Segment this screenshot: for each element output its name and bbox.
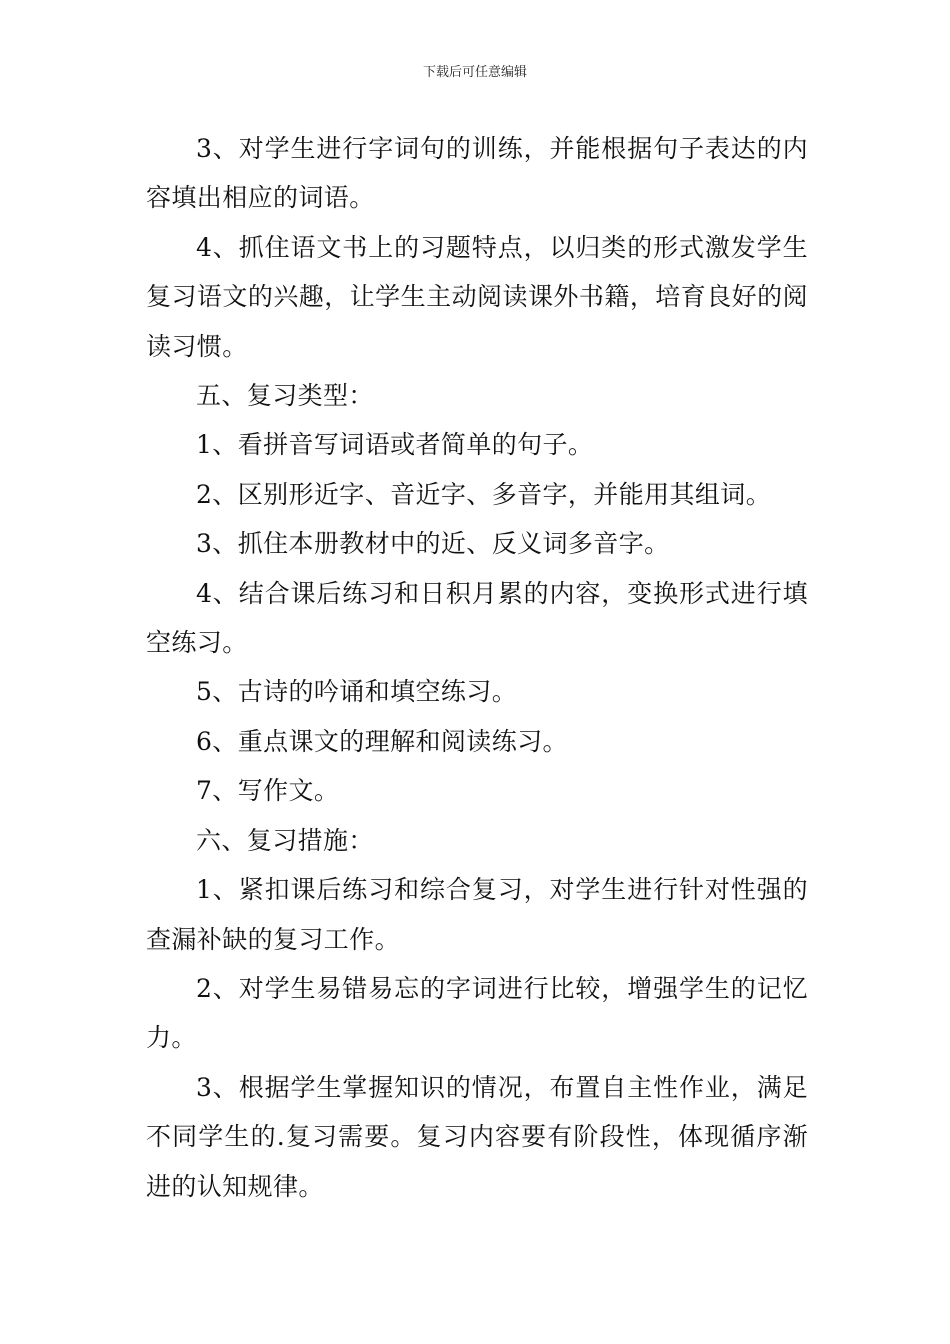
document-body [146, 124, 808, 1211]
paragraph-review-measure-2: 2、对学生易错易忘的字词进行比较，增强学生的记忆力。 [146, 973, 808, 1053]
paragraph-review-type-7: 7、写作文。 [196, 776, 340, 806]
page-header-note: 下载后可任意编辑 [422, 65, 527, 80]
paragraph-review-goal-3: 3、对学生进行字词句的训练，并能根据句子表达的内容填出相应的词语。 [146, 134, 808, 213]
paragraph-review-goal-4: 4、抓住语文书上的习题特点，以归类的形式激发学生复习语文的兴趣，让学生主动阅读课外书籍，培育良好的阅读习惯。 [146, 232, 808, 361]
paragraph-review-measure-3: 3、根据学生掌握知识的情况，布置自主性作业，满足不同学生的.复习需要。复习内容要有阶段性，体现循序渐进的认知规律。 [146, 1072, 808, 1201]
paragraph-review-type-2: 2、区别形近字、音近字、多音字，并能用其组词。 [196, 479, 772, 509]
section-heading-review-measures: 六、复习措施： [196, 825, 374, 855]
paragraph-review-measure-1: 1、紧扣课后练习和综合复习，对学生进行针对性强的查漏补缺的复习工作。 [146, 875, 808, 954]
paragraph-review-type-6: 6、重点课文的理解和阅读练习。 [196, 726, 568, 756]
paragraph-review-type-3: 3、抓住本册教材中的近、反义词多音字。 [196, 529, 670, 559]
paragraph-review-type-1: 1、看拼音写词语或者简单的句子。 [196, 430, 594, 460]
section-heading-review-types: 五、复习类型： [196, 381, 374, 411]
paragraph-review-type-5: 5、古诗的吟诵和填空练习。 [196, 677, 518, 707]
paragraph-review-type-4: 4、结合课后练习和日积月累的内容，变换形式进行填空练习。 [146, 578, 808, 658]
